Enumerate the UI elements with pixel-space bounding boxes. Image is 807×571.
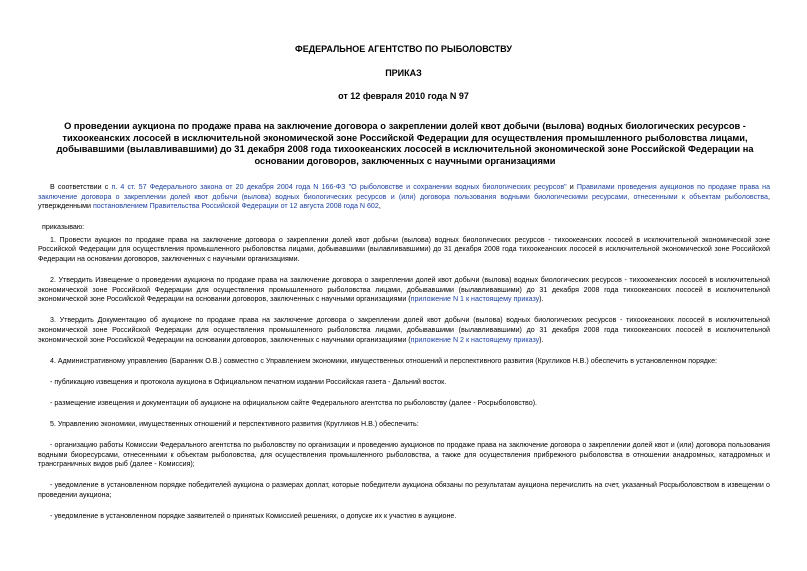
document-type: ПРИКАЗ [385,68,422,78]
order-word: приказываю: [42,223,85,232]
item-5b: - уведомление в установленном порядке победителей аукциона о размерах доплат, которые победители аукциона обязаны по результатам аукциона перечислить на счет, указанный Росрыболовством в извещении о проведении аукциона; [38,481,770,499]
appendix-1-link[interactable]: приложение N 1 к настоящему приказу [410,295,540,304]
item-4: 4. Административному управлению (Баранник О.В.) совместно с Управлением экономики, имущественных отношений и перспективного развития (Кругликов Н.В.) обеспечить в установленном порядке: [50,356,718,365]
item-4a: - публикацию извещения и протокола аукциона в Официальном печатном издании Российская газета - Дальний восток. [50,377,447,386]
item-3: 3. Утвердить Документацию об аукционе по продаже права на заключение договора о закреплении долей квот добычи (вылова) водных биологических ресурсов - тихоокеанских лососей в исключительной экономической зоне Российской Федерации для осуществления промышленного рыболовства лицами, добывавшими (вылавливавшими) до 31 декабря 2008 года тихоокеанских лососей в исключительной экономической зоне Российской Федерации на основании договоров, заключенных с научными организациями (приложение N 2 к настоящему приказу). [38,316,770,344]
resolution-link[interactable]: постановлением Правительства Российской Федерации от 12 августа 2008 года N 602 [92,202,379,211]
item-1: 1. Провести аукцион по продаже права на заключение договора о закреплении долей квот добычи (вылова) водных биологических ресурсов - тихоокеанских лососей в исключительной экономической зоне Российской Федерации для осуществления промышленного рыболовства лицами, добывавшими (вылавливавшими) до 31 декабря 2008 года тихоокеанских лососей в исключительной экономической зоне Российской Федерации на основании договоров, заключенных с научными организациями. [38,235,770,264]
item-4b: - размещение извещения и документации об аукционе на официальном сайте Федерального агентства по рыболовству (далее - Росрыболовство). [50,398,538,407]
item-5c: - уведомление в установленном порядке заявителей о принятых Комиссией решениях, о допуске их к участию в аукционе. [50,512,457,521]
preamble-paragraph: В соответствии с п. 4 ст. 57 Федерального закона от 20 декабря 2004 года N 166-ФЗ "О рыболовстве и сохранении водных биологических ресурсов" и Правилами проведения аукционов по продаже права на заключение договора о закреплении долей квот добычи (вылова) водных биологических ресурсов и (или) договора пользования водными биологическими ресурсами, отнесенными к объектам рыболовства, утвержденными постановлением Правительства Российской Федерации от 12 августа 2008 года N 602, [38,183,771,211]
agency-name: ФЕДЕРАЛЬНОЕ АГЕНТСТВО ПО РЫБОЛОВСТВУ [295,44,512,54]
item-2: 2. Утвердить Извещение о проведении аукциона по продаже права на заключение договора о закреплении долей квот добычи (вылова) водных биологических ресурсов - тихоокеанских лососей в исключительной экономической зоне Российской Федерации для осуществления промышленного рыболовства лицами, добывавшими (вылавливавшими) до 31 декабря 2008 года тихоокеанских лососей в исключительной экономической зоне Российской Федерации на основании договоров, заключенных с научными организациями (приложение N 1 к настоящему приказу). [38,276,770,304]
item-5a: - организацию работы Комиссии Федерального агентства по рыболовству по организации и проведению аукционов по продаже права на заключение договора о закреплении долей квот и (или) договора пользования водными биоресурсами, отнесенными к объектам рыболовства, для осуществления промышленного рыболовства, а также для осуществления прибрежного рыболовства в отношении анадромных, катадромных и трансграничных видов рыб (далее - Комиссия); [38,441,770,469]
rules-link[interactable]: Правилами проведения аукционов по продаже права на заключение договора о закреплении долей квот добычи (вылова) водных биологических ресурсов и (или) договора пользования водными биологическими ресурсами, отнесенными к объектам рыболовства [38,183,771,201]
document-body [38,183,770,533]
document-date-number: от 12 февраля 2010 года N 97 [338,91,469,101]
appendix-2-link[interactable]: приложение N 2 к настоящему приказу [410,335,540,344]
item-5: 5. Управлению экономики, имущественных отношений и перспективного развития (Кругликов Н.В.) обеспечить: [50,420,419,428]
law-link[interactable]: п. 4 ст. 57 Федерального закона от 20 декабря 2004 года N 166-ФЗ "О рыболовстве и сохранении водных биологических ресурсов" [111,183,567,191]
document-title: О проведении аукциона по продаже права на заключение договора о закреплении долей квот добычи (вылова) водных биологических ресурсов - тихоокеанских лососей в исключительной экономической зоне Российской Федерации для осуществления промышленного рыболовства лицами, добывавшими (вылавливавшими) до 31 декабря 2008 года тихоокеанских лососей в исключительной экономической зоне Российской Федерации на основании договоров, заключенных с научными организациями [56,121,754,166]
